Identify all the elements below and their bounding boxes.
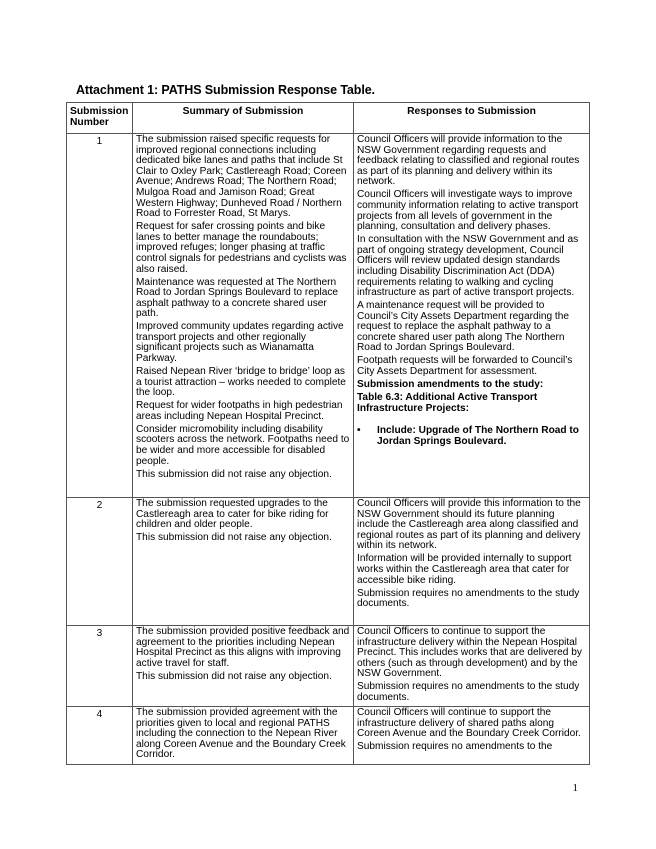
header-summary: Summary of Submission [133, 103, 354, 134]
amendment-heading: Submission amendments to the study: [357, 379, 544, 391]
header-submission-number: Submission Number [67, 103, 133, 134]
table-row [67, 134, 590, 498]
summary-paragraph: Consider micromobility including disability scooters across the network. Footpaths need to be wider and more accessible for disabled people. [136, 423, 350, 467]
summary-paragraph: This submission did not raise any objection. [136, 532, 332, 544]
summary-paragraph: Request for wider footpaths in high pedestrian areas including Nepean Hospital Precinct. [136, 400, 343, 422]
summary-paragraph: The submission provided agreement with the priorities given to local and regional PATHS including the connection to the Nepean River along Coreen Avenue and the Boundary Creek Corridor. [136, 706, 346, 761]
summary-paragraph: Improved community updates regarding active transport projects and other regionally significant projects such as Wianamatta Parkway. [136, 321, 344, 365]
page-title: Attachment 1: PATHS Submission Response Table. [76, 83, 375, 97]
summary-cell [133, 706, 354, 764]
summary-paragraph: Request for safer crossing points and bike lanes to better manage the roundabouts; improved refuges; longer phasing at traffic control signals for pedestrians and cyclists was also raised. [136, 221, 347, 275]
submission-number: 3 [67, 626, 133, 707]
submission-table [66, 102, 590, 765]
amendment-bullet-item [357, 426, 586, 447]
response-paragraph: In consultation with the NSW Government and as part of ongoing strategy development, Council Officers will review updated design standards including Disability Discrimination Act (DDA) requirements relating to walking and cycling infrastructure as part of active transport projects. [357, 234, 579, 299]
response-paragraph: A maintenance request will be provided to Council’s City Assets Department regarding the request to replace the asphalt pathway to a concrete shared user path along The Northern Road to Jordan Springs Boulevard. [357, 300, 569, 354]
response-paragraph: Council Officers will provide this information to the NSW Government should its future planning include the Castlereagh area along classified and regional routes as part of its planning and delivery within its network. [357, 498, 581, 552]
response-paragraph: Information will be provided internally to support works within the Castlereagh area that cater for accessible bike riding. [357, 553, 572, 586]
summary-paragraph: The submission requested upgrades to the Castlereagh area to cater for bike riding for children and older people. [136, 498, 329, 531]
response-paragraph: Footpath requests will be forwarded to Council’s City Assets Department for assessment. [357, 355, 573, 378]
response-cell [354, 134, 590, 498]
summary-cell [133, 626, 354, 707]
amendment-table-reference: Table 6.3: Additional Active Transport Infrastructure Projects: [357, 392, 538, 414]
table-header-row [67, 103, 590, 134]
submission-number: 1 [67, 134, 133, 498]
response-paragraph: Council Officers will continue to support the infrastructure delivery of shared paths along Coreen Avenue and the Boundary Creek Corridor. [357, 706, 581, 740]
submission-number: 4 [67, 706, 133, 764]
summary-paragraph: Maintenance was requested at The Northern Road to Jordan Springs Boulevard to replace asphalt pathway to a concrete shared user path. [136, 276, 339, 320]
response-paragraph: Submission requires no amendments to the study documents. [357, 587, 580, 610]
table-row [67, 706, 590, 764]
table-row [67, 498, 590, 626]
amendment-bullet-text: Include: Upgrade of The Northern Road to Jordan Springs Boulevard. [377, 425, 579, 447]
response-paragraph: Council Officers to continue to support the infrastructure delivery within the Nepean Hospital Precinct. This includes works that are delivered by others (such as through development) and by the NSW Government. [357, 626, 582, 680]
response-paragraph: Council Officers will investigate ways to improve community information relating to active transport projects from all levels of government in the planning, consultation and delivery phases. [357, 189, 579, 233]
summary-paragraph: This submission did not raise any objection. [136, 468, 332, 480]
summary-cell [133, 498, 354, 626]
submission-number: 2 [67, 498, 133, 626]
header-responses: Responses to Submission [354, 103, 590, 134]
response-paragraph: Submission requires no amendments to the [357, 741, 553, 753]
response-cell [354, 498, 590, 626]
table-row [67, 626, 590, 707]
response-cell [354, 626, 590, 707]
summary-paragraph: Raised Nepean River ‘bridge to bridge’ loop as a tourist attraction – works needed to complete the loop. [136, 366, 346, 399]
summary-cell [133, 134, 354, 498]
bullet-icon: • [357, 425, 361, 437]
summary-paragraph: The submission raised specific requests for improved regional connections including dedicated bike lanes and paths that include St Clair to Oxley Park; Castlereagh Road; Coreen Avenue; Andrews Road; The Northern Road; Mulgoa Road and Jamison Road; Great Western Highway; Dunheved Road / Northern Road to Forrester Road, St Marys. [136, 134, 347, 220]
summary-paragraph: This submission did not raise any objection. [136, 670, 332, 682]
summary-paragraph: The submission provided positive feedback and agreement to the priorities including Nepean Hospital Precinct as this aligns with improving active travel for staff. [136, 626, 350, 669]
response-paragraph: Council Officers will provide information to the NSW Government regarding requests and feedback relating to classified and regional routes as part of its planning and delivery within its network. [357, 134, 580, 188]
response-cell [354, 706, 590, 764]
response-paragraph: Submission requires no amendments to the study documents. [357, 681, 580, 703]
page-number: 1 [572, 782, 578, 794]
